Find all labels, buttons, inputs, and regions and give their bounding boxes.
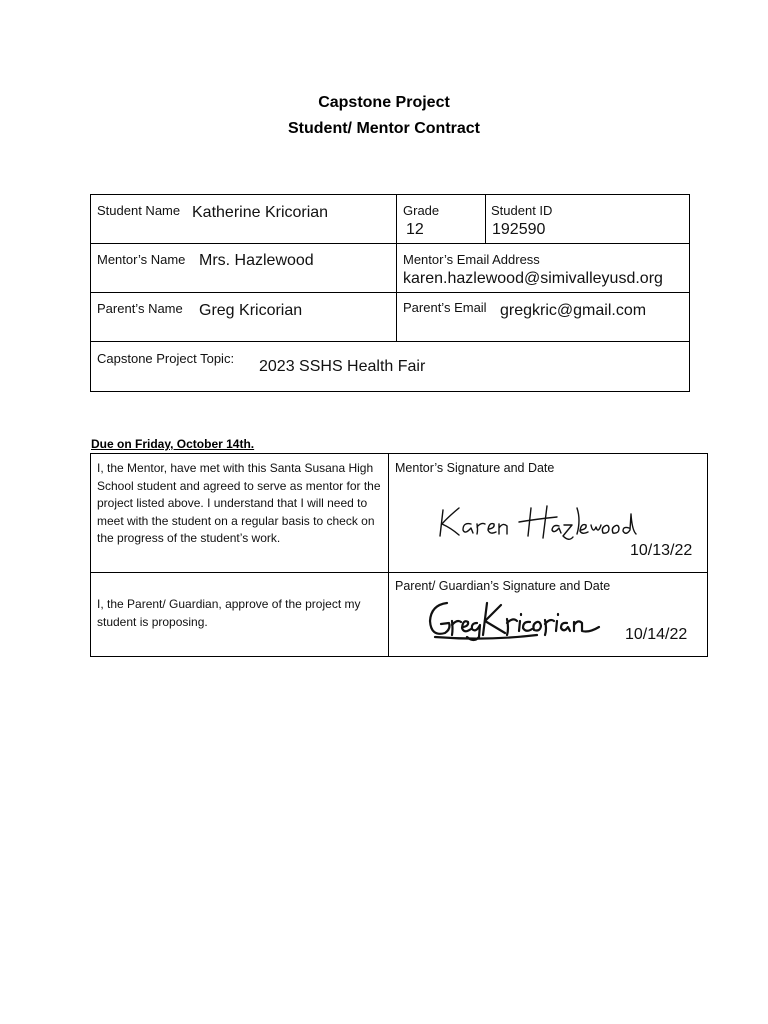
parent-statement-cell xyxy=(91,573,389,657)
student-name-value: Katherine Kricorian xyxy=(192,204,329,221)
table-row xyxy=(91,454,708,573)
grade-cell xyxy=(397,195,486,244)
parent-email-label: Parent’s Email xyxy=(403,300,487,315)
document-subtitle: Student/ Mentor Contract xyxy=(288,120,480,137)
mentor-name-cell xyxy=(91,244,397,293)
mentor-statement-cell xyxy=(91,454,389,573)
student-id-value: 192590 xyxy=(492,221,546,238)
mentor-signature-image xyxy=(433,500,643,544)
student-info-table xyxy=(90,194,690,392)
parent-signature-image xyxy=(427,597,607,643)
student-id-cell xyxy=(486,195,690,244)
project-topic-label: Capstone Project Topic: xyxy=(97,351,235,366)
mentor-name-value: Mrs. Hazlewood xyxy=(199,252,314,269)
grade-label: Grade xyxy=(403,203,440,218)
project-topic-cell xyxy=(91,342,690,392)
mentor-signature-date: 10/13/22 xyxy=(630,542,693,559)
parent-name-label: Parent’s Name xyxy=(97,301,183,316)
table-row xyxy=(91,293,690,342)
mentor-signature-cell xyxy=(389,454,708,573)
mentor-statement: I, the Mentor, have met with this Santa Susana High School student and agreed to serve as mentor for the project listed above. I understand that I will need to meet with the student on a regular basis to check on the progress of the student’s work. xyxy=(97,461,381,545)
mentor-signature-label: Mentor’s Signature and Date xyxy=(395,461,555,475)
student-name-label: Student Name xyxy=(97,203,181,218)
parent-email-cell xyxy=(397,293,690,342)
parent-signature-cell xyxy=(389,573,708,657)
signature-table xyxy=(90,453,708,657)
table-row xyxy=(91,244,690,293)
parent-email-value: gregkric@gmail.com xyxy=(500,302,647,319)
parent-signature-label: Parent/ Guardian’s Signature and Date xyxy=(395,579,611,593)
student-id-label: Student ID xyxy=(491,203,553,218)
parent-statement: I, the Parent/ Guardian, approve of the project my student is proposing. xyxy=(97,597,361,629)
parent-name-cell xyxy=(91,293,397,342)
mentor-email-label: Mentor’s Email Address xyxy=(403,252,540,267)
parent-signature-date: 10/14/22 xyxy=(625,626,688,643)
student-name-cell xyxy=(91,195,397,244)
grade-value: 12 xyxy=(406,221,424,238)
due-date-note: Due on Friday, October 14th. xyxy=(91,437,255,451)
mentor-name-label: Mentor’s Name xyxy=(97,252,186,267)
document-title: Capstone Project xyxy=(318,94,450,111)
project-topic-value: 2023 SSHS Health Fair xyxy=(259,358,426,375)
table-row xyxy=(91,342,690,392)
mentor-email-value: karen.hazlewood@simivalleyusd.org xyxy=(403,270,663,287)
table-row xyxy=(91,573,708,657)
mentor-email-cell xyxy=(397,244,690,293)
table-row xyxy=(91,195,690,244)
parent-name-value: Greg Kricorian xyxy=(199,302,303,319)
